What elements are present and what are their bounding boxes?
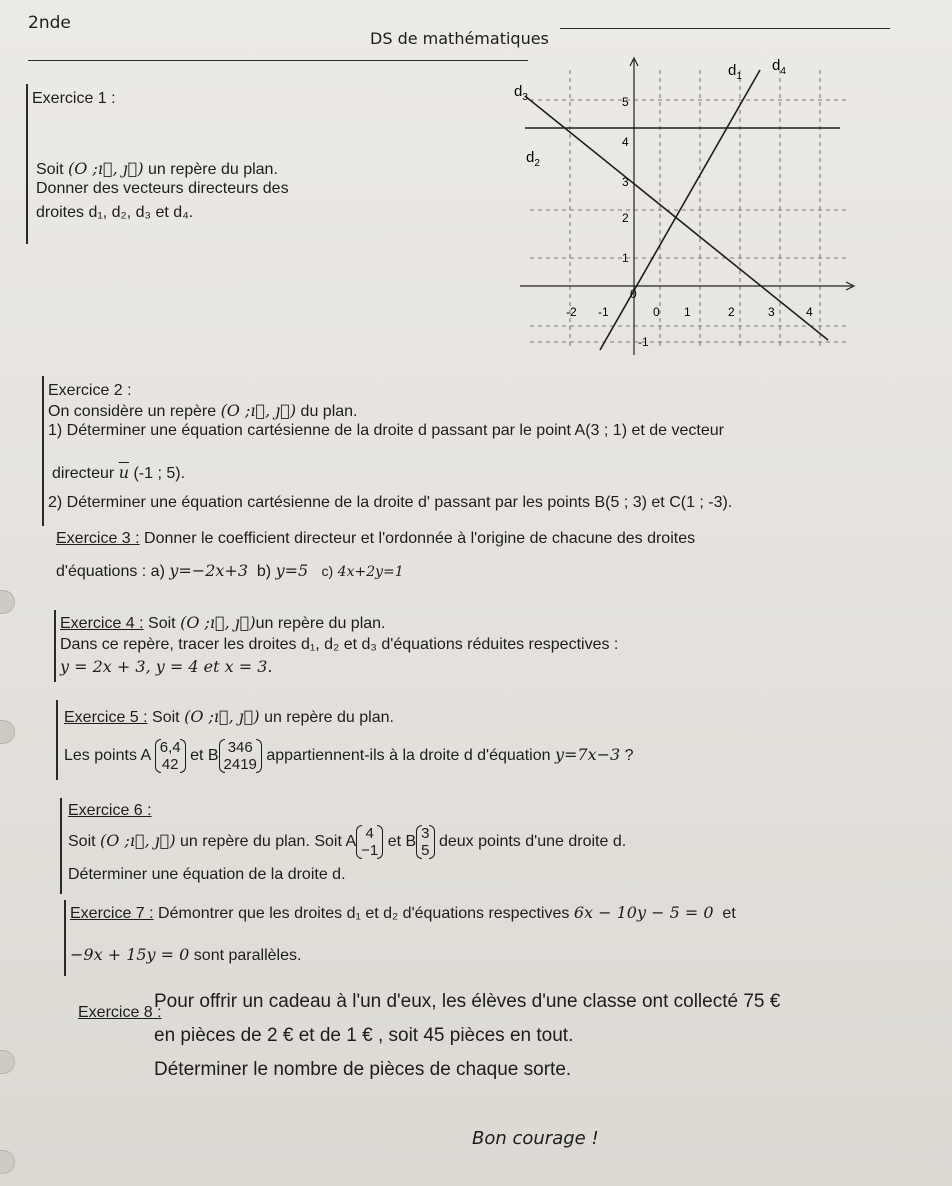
label-d2: $d_2$ <box>526 149 540 169</box>
ex5-b-bot: 2419 <box>223 755 257 773</box>
margin-bar <box>64 900 66 976</box>
x-tick-label: 0 <box>653 305 660 319</box>
origin-label: 0 <box>630 287 637 301</box>
ex5-b-top: 346 <box>227 738 253 756</box>
ex2-line2: 1) Déterminer une équation cartésienne de la droite d passant par le point A(3 ; 1) et de vecteur <box>48 422 724 439</box>
ex7-title: Exercice 7 : <box>70 905 154 922</box>
line-d1 <box>600 70 760 350</box>
ex1-title: Exercice 1 : <box>32 90 116 107</box>
y-tick-label: 3 <box>622 175 629 189</box>
margin-bar <box>54 610 56 682</box>
x-tick-label: 1 <box>684 305 691 319</box>
ex6-line1 <box>68 820 626 863</box>
ex5-point-a-coords <box>155 739 186 773</box>
ex6-a-top: 4 <box>365 824 374 842</box>
line-d3 <box>525 96 828 340</box>
ex3-label-b: b) <box>256 563 272 580</box>
ex5-point-b-coords <box>219 739 262 773</box>
ex2-line1b: du plan. <box>300 403 358 420</box>
ex6-line1c: et B <box>387 833 417 850</box>
x-tick-label: 3 <box>768 305 775 319</box>
x-tick-label: 2 <box>728 305 735 319</box>
ex5-question-mark: ? <box>624 747 634 764</box>
ex5-line2c: appartiennent-ils à la droite d d'équation <box>266 747 551 764</box>
ex2-line4: 2) Déterminer une équation cartésienne de la droite d' passant par les points B(5 ; 3) et C(1 ; -3). <box>48 494 733 511</box>
ex7-eq2: −9x + 15y = 0 <box>70 945 190 964</box>
x-tick-labels <box>566 305 813 319</box>
margin-bar <box>42 376 44 526</box>
ex3-line1-text: Donner le coefficient directeur et l'ordonnée à l'origine de chacune des droites <box>144 530 696 547</box>
ex1-soit: Soit <box>36 161 64 178</box>
ex4-line1 <box>60 612 385 635</box>
ex1-line1b: un repère du plan. <box>148 161 278 178</box>
ex5-a-top: 6,4 <box>159 738 181 756</box>
ex4-repere: (O ;ı⃗, ȷ⃗) <box>180 613 256 632</box>
ex5-line2b: et B <box>190 747 219 764</box>
ex4-title: Exercice 4 : <box>60 615 144 632</box>
y-tick-labels <box>622 95 649 349</box>
x-tick-label: -1 <box>598 305 609 319</box>
ex3-line2a: d'équations : a) <box>56 563 165 580</box>
ex5-line2 <box>64 734 634 777</box>
ex8-line2: en pièces de 2 € et de 1 € , soit 45 pièces en tout. <box>154 1025 574 1046</box>
ex3-eq-c: 4x+2y=1 <box>337 564 404 580</box>
ex3-eq-a: y=−2x+3 <box>169 561 248 580</box>
ex3-line2 <box>56 560 404 583</box>
y-tick-label: 1 <box>622 251 629 265</box>
ex3-label-c: c) <box>321 563 334 579</box>
ex6-title: Exercice 6 : <box>68 802 152 819</box>
header-rule <box>28 60 528 61</box>
y-tick-label: -1 <box>638 335 649 349</box>
ex6-line1d: deux points d'une droite d. <box>438 833 627 850</box>
ex3-line1 <box>56 528 695 550</box>
ex5-line1b: un repère du plan. <box>264 709 394 726</box>
ex4-line3: y = 2x + 3, y = 4 et x = 3. <box>60 657 273 676</box>
ex5-title: Exercice 5 : <box>64 709 148 726</box>
y-tick-label: 2 <box>622 211 629 225</box>
ex7-line1-text: Démontrer que les droites d₁ et d₂ d'équations respectives <box>158 905 570 922</box>
x-tick-label: -2 <box>566 305 577 319</box>
ex1-line2: Donner des vecteurs directeurs des <box>36 180 289 197</box>
ex5-line1 <box>64 706 394 729</box>
ex6-repere: (O ;ı⃗, ȷ⃗) <box>100 831 176 850</box>
ex7-line2 <box>70 944 301 967</box>
closing-note: Bon courage ! <box>472 1128 599 1149</box>
ex2-line3 <box>52 462 185 485</box>
ex4-line1b: un repère du plan. <box>255 615 386 632</box>
ex5-soit: Soit <box>152 709 180 726</box>
page-title: DS de mathématiques <box>370 29 549 48</box>
ex7-line2-text: sont parallèles. <box>193 947 302 964</box>
ex8-line3: Déterminer le nombre de pièces de chaque sorte. <box>154 1059 572 1080</box>
ex2-vector-u: $\overline{u}$ <box>118 463 130 482</box>
ex7-eq1: 6x − 10y − 5 = 0 <box>573 903 714 922</box>
ex6-point-a-coords <box>356 825 383 859</box>
ex6-line1b: un repère du plan. Soit A <box>180 833 357 850</box>
ex3-title: Exercice 3 : <box>56 530 140 547</box>
y-tick-label: 5 <box>622 95 629 109</box>
label-d1: $d_1$ <box>728 62 742 82</box>
ex1-repere: (O ;ı⃗, ȷ⃗) <box>68 159 144 178</box>
ex8-title: Exercice 8 : <box>78 1004 162 1021</box>
ex2-line3a: directeur <box>52 465 115 482</box>
ex4-line2: Dans ce repère, tracer les droites d₁, d₂ et d₃ d'équations réduites respectives : <box>60 636 619 653</box>
ex5-a-bot: 42 <box>161 755 179 773</box>
label-d4: $d_4$ <box>772 57 786 77</box>
ex6-b-bot: 5 <box>421 841 430 859</box>
ex6-soit: Soit <box>68 833 96 850</box>
ex4-soit: Soit <box>148 615 176 632</box>
label-d3: $d_3$ <box>514 83 528 103</box>
y-tick-label: 4 <box>622 135 629 149</box>
ex7-et: et <box>722 905 736 922</box>
ex6-line2: Déterminer une équation de la droite d. <box>68 866 346 883</box>
margin-bar <box>60 798 62 894</box>
x-tick-label: 4 <box>806 305 813 319</box>
ex5-line2a: Les points A <box>64 747 151 764</box>
header-rule <box>560 28 890 29</box>
ex5-repere: (O ;ı⃗, ȷ⃗) <box>184 707 260 726</box>
class-level: 2nde <box>28 13 71 33</box>
ex7-line1 <box>70 902 736 925</box>
ex6-a-bot: −1 <box>361 841 379 859</box>
ex2-repere: (O ;ı⃗, ȷ⃗) <box>220 401 297 420</box>
margin-bar <box>56 700 58 780</box>
ex2-line1a: On considère un repère <box>48 403 217 420</box>
coordinate-graph <box>500 50 870 360</box>
ex5-eq: y=7x−3 <box>554 745 621 764</box>
ex6-point-b-coords <box>416 825 434 859</box>
ex8-line1: Pour offrir un cadeau à l'un d'eux, les élèves d'une classe ont collecté 75 € <box>154 991 781 1012</box>
ex2-title: Exercice 2 : <box>48 382 132 399</box>
ex1-line3: droites d₁, d₂, d₃ et d₄. <box>36 204 194 221</box>
ex6-b-top: 3 <box>421 824 430 842</box>
margin-bar <box>26 84 28 244</box>
ex3-eq-b: y=5 <box>275 561 309 580</box>
ex2-line3b: (-1 ; 5). <box>133 465 186 482</box>
